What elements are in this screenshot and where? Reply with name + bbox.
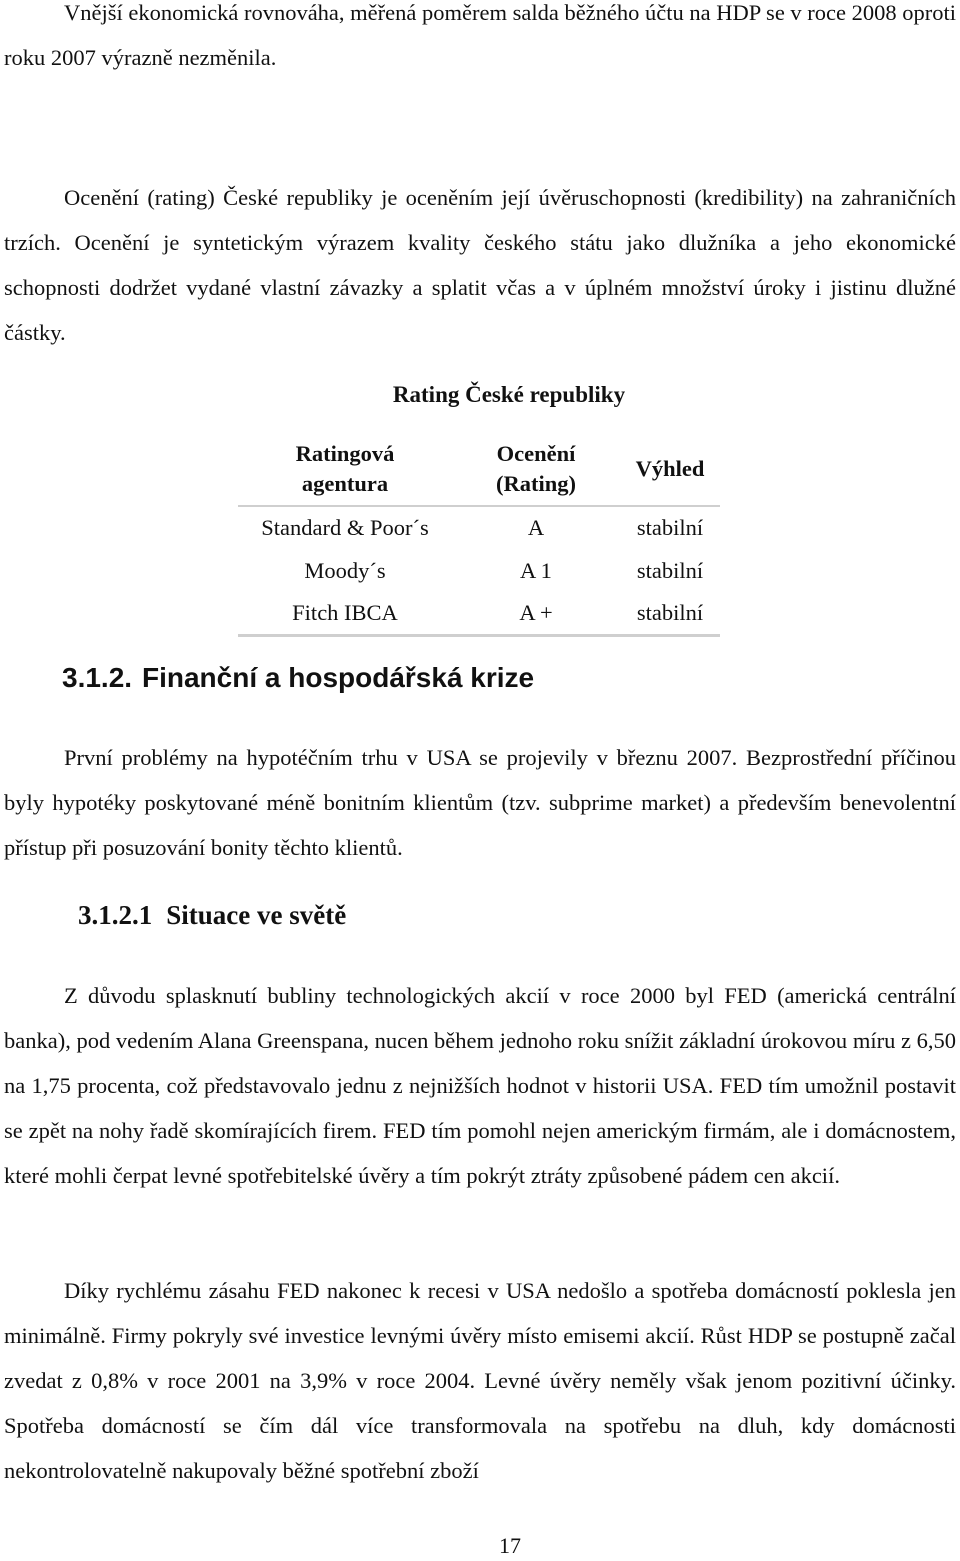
cell-outlook: stabilní — [636, 515, 704, 540]
table-caption: Rating České republiky — [392, 382, 626, 407]
section-number: 3.1.2. — [62, 662, 133, 693]
section-title: Finanční a hospodářská krize — [142, 662, 535, 693]
header-agency: Ratingová agentura — [295, 440, 395, 496]
subsection-heading-world — [78, 900, 346, 931]
rating-table — [238, 432, 720, 637]
page-number: 17 — [499, 1533, 521, 1558]
cell-rating: A — [527, 515, 545, 540]
cell-agency: Moody´s — [304, 557, 386, 583]
table-row — [238, 592, 720, 635]
paragraph-cheap-credit: Díky rychlému zásahu FED nakonec k recesi v USA nedošlo a spotřeba domácností poklesla jen minimálně. Firmy pokryly své investice levnými úvěry místo emisemi akcií. Růst HDP se postupně začal zvedat z 0,8% v roce 2001 na 3,9% v roce 2004. Levné úvěry neměly však jenom pozitivní účinky. Spotřeba domácností se čím dál více transformovala na spotřebu na dluh, kdy domácnosti nekontrolovatelně nakupovaly běžné spotřební zboží — [4, 1278, 956, 1483]
table-header-row — [238, 432, 720, 506]
cell-agency: Fitch IBCA — [292, 599, 398, 625]
paragraph-rating-definition: Ocenění (rating) České republiky je oceněním její úvěruschopnosti (kredibility) na zahraničních trzích. Ocenění je syntetickým výrazem kvality českého státu jako dlužníka a jeho ekonomické schopnosti dodržet vydané vlastní závazky a splatit včas a v úplném množství úroky i jistinu dlužné částky. — [4, 185, 956, 345]
cell-rating: A 1 — [520, 557, 552, 583]
table-row — [238, 506, 720, 549]
header-outlook: Výhled — [635, 455, 705, 481]
cell-outlook: stabilní — [636, 599, 704, 625]
table-row — [238, 549, 720, 592]
paragraph-mortgage-problems: První problémy na hypotéčním trhu v USA se projevily v březnu 2007. Bezprostřední příčinou byly hypotéky poskytované méně bonitním klientům (tzv. subprime market) a především benevolentní přístup při posuzování bonity těchto klientů. — [4, 745, 956, 860]
paragraph-external-balance: Vnější ekonomická rovnováha, měřená poměrem salda běžného účtu na HDP se v roce 2008 oproti roku 2007 výrazně nezměnila. — [4, 0, 957, 70]
cell-agency: Standard & Poor´s — [261, 515, 429, 540]
paragraph-fed-rates: Z důvodu splasknutí bubliny technologických akcií v roce 2000 byl FED (americká centrální banka), pod vedením Alana Greenspana, nucen během jednoho roku snížit základní úrokovou míru z 6,50 na 1,75 procenta, což představovalo jednu z nejnižších hodnot v historii USA. FED tím umožnil postavit se zpět na nohy řadě skomírajících firem. FED tím pomohl nejen americkým firmám, ale i domácnostem, které mohli čerpat levné spotřebitelské úvěry a tím pokrýt ztráty způsobené pádem cen akcií. — [4, 983, 956, 1188]
header-rating: Ocenění (Rating) — [496, 440, 576, 496]
subsection-title: Situace ve světě — [166, 900, 347, 930]
subsection-number: 3.1.2.1 — [78, 900, 153, 930]
cell-outlook: stabilní — [636, 557, 704, 583]
section-heading-crisis — [62, 662, 534, 694]
cell-rating: A + — [519, 599, 553, 625]
